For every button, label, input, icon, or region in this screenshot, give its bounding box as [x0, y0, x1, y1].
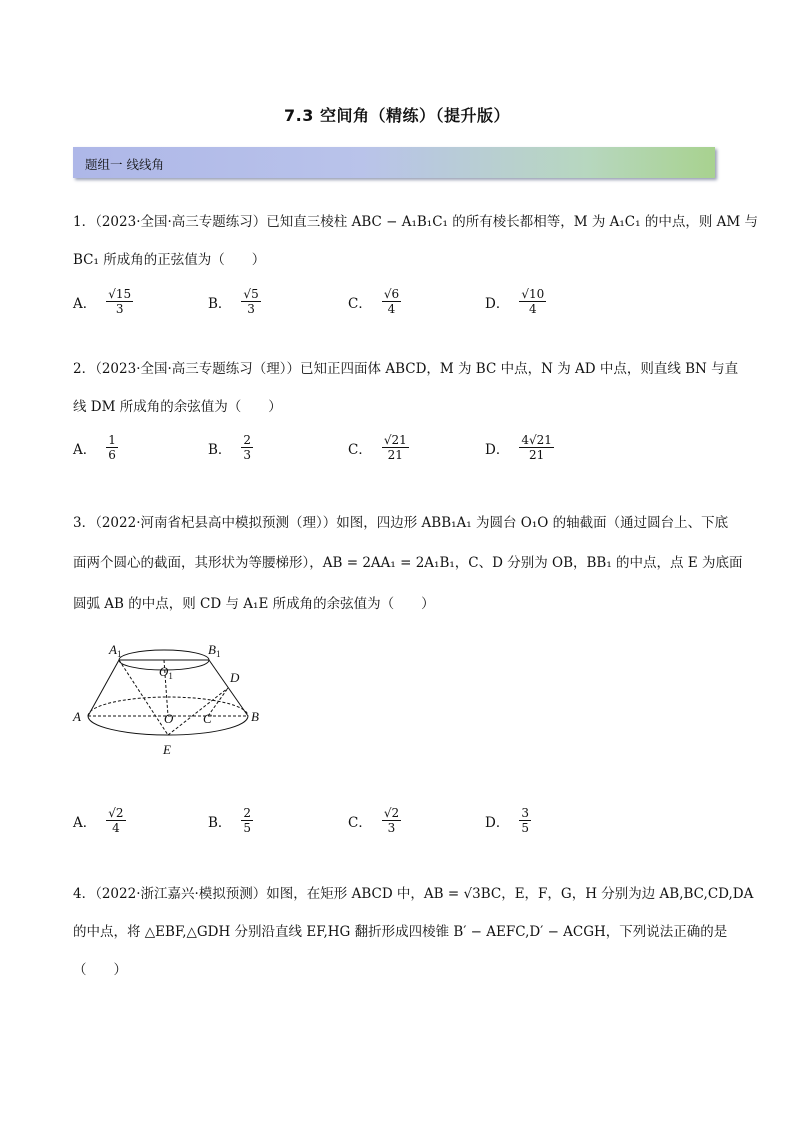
- fraction-numerator: 2: [243, 433, 252, 447]
- option-fraction: [382, 806, 401, 835]
- fraction-numerator: √10: [521, 287, 545, 301]
- frustum-figure: [70, 638, 280, 763]
- option-label: B．: [208, 814, 232, 831]
- label-b1-subscript: 1: [215, 649, 221, 659]
- option-fraction: [241, 287, 260, 316]
- option-label: B．: [208, 295, 232, 312]
- svg-text:B1: [208, 642, 220, 659]
- option-label: D．: [485, 441, 510, 458]
- label-o: O: [164, 711, 174, 726]
- option-label: A．: [73, 814, 97, 831]
- label-b: B: [251, 709, 259, 724]
- option-fraction: [241, 433, 253, 462]
- svg-text:A1: [108, 642, 121, 659]
- question-2-option-a[interactable]: [73, 433, 118, 462]
- slant-side-right: [209, 660, 248, 716]
- option-fraction: [106, 806, 125, 835]
- fraction-numerator: √2: [383, 806, 400, 820]
- question-4-text-line2: 的中点，将 △EBF,△GDH 分别沿直线 EF,HG 翻折形成四棱锥 B′ − AEFC,D′ − ACGH，下列说法正确的是: [73, 924, 728, 940]
- question-1-text-line1: 1．（2023·全国·高三专题练习）已知直三棱柱 ABC − A₁B₁C₁ 的所有棱长都相等，M 为 A₁C₁ 的中点，则 AM 与: [73, 214, 758, 230]
- fraction-numerator: 1: [108, 433, 116, 447]
- option-fraction: [241, 806, 253, 835]
- page-title: 7.3 空间角（精练）（提升版）: [284, 106, 510, 125]
- question-4-text-line3: （ ）: [73, 962, 127, 978]
- section-header: [73, 147, 715, 178]
- fraction-numerator: 3: [521, 806, 529, 820]
- fraction-denominator: 3: [387, 821, 396, 835]
- label-d: D: [230, 670, 240, 685]
- label-a: A: [73, 709, 81, 724]
- label-c: C: [203, 711, 212, 726]
- fraction-numerator: √21: [383, 433, 407, 447]
- fraction-denominator: 4: [528, 302, 537, 316]
- question-4-text-line1: 4．（2022·浙江嘉兴·模拟预测）如图，在矩形 ABCD 中，AB = √3BC，E，F，G，H 分别为边 AB,BC,CD,DA: [73, 886, 754, 902]
- question-1-option-b[interactable]: [208, 287, 261, 316]
- option-fraction: [106, 287, 133, 316]
- question-1-option-d[interactable]: [485, 287, 546, 316]
- fraction-numerator: √2: [108, 806, 124, 820]
- fraction-denominator: 5: [243, 821, 252, 835]
- fraction-numerator: √6: [383, 287, 400, 301]
- fraction-numerator: √15: [108, 287, 132, 301]
- fraction-denominator: 3: [243, 448, 252, 462]
- question-2-text-line1: 2．（2023·全国·高三专题练习（理））已知正四面体 ABCD，M 为 BC 中点，N 为 AD 中点，则直线 BN 与直: [73, 361, 739, 377]
- option-fraction: [519, 433, 554, 462]
- label-a1-subscript: 1: [116, 649, 122, 659]
- slant-side-left: [88, 660, 119, 716]
- fraction-denominator: 21: [387, 448, 403, 462]
- option-fraction: [106, 433, 118, 462]
- option-fraction: [382, 433, 409, 462]
- question-1-option-c[interactable]: [348, 287, 401, 316]
- label-b1: B: [208, 642, 216, 657]
- option-fraction: [519, 287, 546, 316]
- fraction-denominator: 3: [115, 302, 124, 316]
- option-label: A．: [73, 441, 97, 458]
- label-o1-subscript: 1: [168, 671, 173, 681]
- option-label: D．: [485, 295, 510, 312]
- fraction-denominator: 3: [247, 302, 255, 316]
- label-e: E: [163, 742, 171, 757]
- question-3-text-line2: 面两个圆心的截面，其形状为等腰梯形），AB = 2AA₁ = 2A₁B₁，C、D 分别为 OB，BB₁ 的中点，点 E 为底面: [73, 555, 743, 571]
- segment-e-d: [168, 688, 228, 735]
- section-title: 题组一 线线角: [85, 157, 164, 172]
- svg-text:O1: [159, 664, 173, 681]
- fraction-denominator: 4: [112, 821, 120, 835]
- label-a1: A: [109, 642, 117, 657]
- option-label: C．: [348, 814, 372, 831]
- option-fraction: [519, 806, 531, 835]
- question-2-option-c[interactable]: [348, 433, 409, 462]
- option-label: D．: [485, 814, 510, 831]
- fraction-denominator: 21: [528, 448, 545, 462]
- fraction-numerator: 4√21: [521, 433, 552, 447]
- fraction-denominator: 5: [521, 821, 529, 835]
- option-fraction: [382, 287, 401, 316]
- option-label: A．: [73, 295, 97, 312]
- option-label: C．: [348, 441, 372, 458]
- option-label: B．: [208, 441, 232, 458]
- fraction-denominator: 4: [387, 302, 396, 316]
- label-o1: O: [159, 664, 169, 679]
- question-1-option-a[interactable]: [73, 287, 133, 316]
- fraction-denominator: 6: [108, 448, 116, 462]
- option-label: C．: [348, 295, 372, 312]
- question-3-option-d[interactable]: [485, 806, 531, 835]
- question-3-option-c[interactable]: [348, 806, 401, 835]
- question-3-option-a[interactable]: [73, 806, 126, 835]
- question-1-text-line2: BC₁ 所成角的正弦值为（ ）: [73, 252, 266, 268]
- question-2-option-d[interactable]: [485, 433, 554, 462]
- fraction-numerator: 2: [243, 806, 252, 820]
- question-3-text-line3: 圆弧 AB 的中点，则 CD 与 A₁E 所成角的余弦值为（ ）: [73, 596, 435, 612]
- question-2-option-b[interactable]: [208, 433, 253, 462]
- question-3-text-line1: 3．（2022·河南省杞县高中模拟预测（理））如图，四边形 ABB₁A₁ 为圆台 O₁O 的轴截面（通过圆台上、下底: [73, 515, 729, 531]
- fraction-numerator: √5: [243, 287, 259, 301]
- question-2-text-line2: 线 DM 所成角的余弦值为（ ）: [73, 399, 282, 415]
- question-3-option-b[interactable]: [208, 806, 253, 835]
